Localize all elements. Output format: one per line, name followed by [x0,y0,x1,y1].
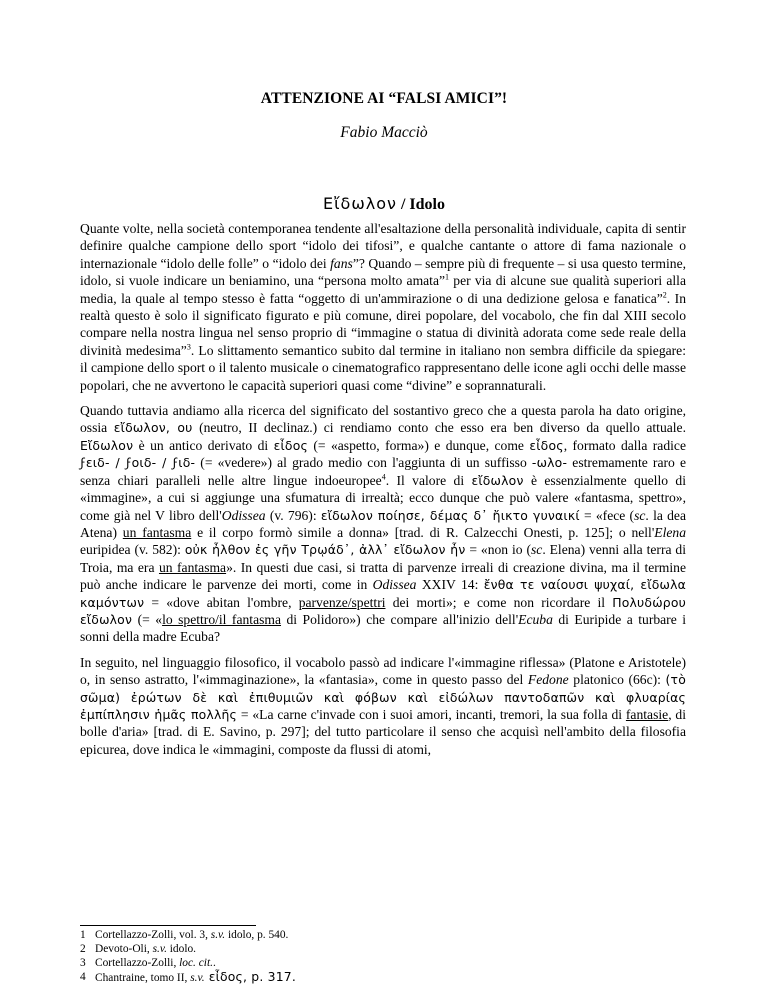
text-run: XXIV 14: [416,577,484,593]
text-run: = «non io ( [465,542,531,558]
underlined-term: fantasie [625,706,669,722]
italic-title: Odissea [372,577,417,593]
italic-abbrev: sc [531,542,543,558]
heading-latin: Idolo [409,196,445,213]
footnote-italic: loc. cit. [179,957,213,969]
footnote-ref-1[interactable]: 1 [445,272,450,282]
text-run: , di bolle d'aria» [trad. di E. Savino, p. 297]; del tutto particolare il senso che acquisì nell'ambito della filosofia epicurea, dove indica le «immagini, composte da flussi di atomi, [80,706,686,757]
greek-quote: ἔνθα τε ναίουσι ψυχαί, εἴδωλα καμόντων [80,577,686,610]
footnote-ref-2[interactable]: 2 [662,290,667,300]
text-run: . Il valore di [385,472,472,488]
italic-abbrev: sc [634,507,646,523]
footnote-number: 2 [80,943,86,955]
greek-suffix: -ωλο- [531,455,568,471]
text-run: In seguito, nel linguaggio filosofico, il vocabolo passò ad indicare l'«immagine riflessa» (Platone e Aristotele) o, in senso astratto, l'«immaginazione», la «fantasia», come in questo passo del [80,654,686,688]
footnote-item [80,942,296,956]
footnote-number: 4 [80,971,86,983]
text-run: (neutro, II declinaz.) ci rendiamo conto che esso era ben diverso da quello attuale. [192,420,686,436]
italic-title: Odissea [221,507,266,523]
text-run: per via di alcune sue qualità superiori alla media, la quale al tempo stesso è fatta “oggetto di un'ammirazione o di una dedizione gelosa e fanatica” [80,273,686,306]
text-run: = «dove abitan l'ombre, [144,594,299,610]
footnote-italic: s.v. [210,929,226,941]
text-run: (= «aspetto, forma») e dunque, come [307,437,530,453]
greek-quote: (τὸ σῶμα) ἐρώτων δὲ καὶ ἐπιθυμιῶν καὶ φόβων καὶ εἰδώλων παντοδαπῶν καὶ φλυαρίας ἐμπίπλησιν ἡμᾶς πολλῆς [80,672,686,722]
text-run: (= «vedere») al grado medio con l'aggiunta di un suffisso [195,455,532,471]
footnote-item [80,956,296,970]
text-run: dei morti»; e come non ricordare il [385,594,613,610]
italic-title: Elena [654,524,686,540]
footnote-text: Devoto-Oli, [95,943,153,955]
footnote-italic: s.v. [190,972,205,984]
paragraph-3 [80,654,686,758]
article-author: Fabio Macciò [340,124,428,141]
text-run: . Elena) venni alla terra di Troia, ma era [80,542,686,575]
text-run: euripidea (v. 582): [80,542,185,558]
text-run: estremamente raro e senza chiari paralleli nelle altre lingue indoeuropee [80,455,686,488]
greek-term: εἶδος [273,437,308,453]
paragraph-1 [80,220,686,394]
italic-title: Ecuba [518,611,553,627]
text-run: di Polidoro») che compare all'inizio dell' [281,611,519,627]
underlined-term: un fantasma [122,524,192,540]
text-run: ”? Quando – sempre più di frequente – si usa questo termine, idolo, si vuole indicare un beniamino, una “persona molto amata” [80,255,687,289]
italic-title: Fedone [527,672,569,688]
footnote-text: . [213,957,216,969]
footnote-text: Cortellazzo-Zolli, [95,957,180,969]
underlined-term: parvenze/spettri [298,594,386,610]
greek-term: εἴδωλον, ου [113,420,193,436]
text-run: = «La carne c'invade con i suoi amori, incanti, tremori, la sua folla di [237,706,626,722]
text-run: e il corpo formò simile a donna» [trad. di R. Calzecchi Onesti, p. 125]; o nell' [191,524,655,540]
text-run: . la dea Atena) [80,507,686,540]
footnote-item [80,970,296,985]
footnotes [80,928,296,985]
text-run: = «fece ( [579,507,635,523]
text-run: (= « [132,611,163,627]
greek-term: Εἴδωλον [80,437,134,453]
text-run: . In realtà questo è solo il significato figurato e più comune, direi popolare, del vocabolo, che fin dal XIII secolo compare nella nostra lingua nel senso proprio di “immagine o statua di divinità adorata come sede reale della divinità medesima” [80,290,687,358]
greek-quote: εἴδωλον ποίησε, δέμας δ᾽ ἤικτο γυναικί [320,507,580,523]
text-run: Quante volte, nella società contemporanea tendente all'esaltazione della personalità individuale, capita di sentir definire qualche campione dello sport “idolo dei tifosi”, e qualche cantante o attore di fama nazionale o internazionale “idolo delle folle” o “idolo dei [80,221,686,271]
text-run: (v. 796): [265,507,321,523]
section-heading [0,194,768,214]
text-run: Quando tuttavia andiamo alla ricerca del significato del sostantivo greco che a questa parola ha dato origine, ossia [80,403,686,436]
text-run: ». In questi due casi, si tratta di parvenze irreali di creazione divina, ma il termine può anche indicare le parvenze dei morti, come in [80,559,686,593]
text-run: di Euripide a turbare i sonni della madre Ecuba? [80,611,687,645]
article-title: ATTENZIONE AI “FALSI AMICI”! [260,90,508,107]
footnote-text: Chantraine, tomo II, [95,972,191,984]
footnote-number: 3 [80,957,86,969]
greek-root: ϝειδ- / ϝοιδ- / ϝιδ- [80,455,196,471]
underlined-term: un fantasma [158,559,227,575]
greek-term: εἴδωλον [471,472,524,488]
greek-quote: Πολυδώρου εἴδωλον [80,594,686,627]
footnote-text: εἶδος, p. 317. [204,969,297,984]
text-run: , formato dalla radice [563,437,686,453]
heading-greek: Εἴδωλον [323,194,397,213]
text-run: platonico (66c): [568,672,666,688]
footnote-ref-4[interactable]: 4 [381,472,386,482]
article-body [80,220,686,766]
footnote-item [80,928,296,942]
footnote-number: 1 [80,929,86,941]
heading-separator: / [396,196,410,213]
footnote-italic: s.v. [152,943,167,955]
footnote-divider [80,925,256,926]
footnote-ref-3[interactable]: 3 [186,342,191,352]
footnote-text: Cortellazzo-Zolli, vol. 3, [95,929,211,941]
greek-quote: οὐκ ἦλθον ἐς γῆν Τρῳάδ᾽, ἀλλ᾽ εἴδωλον ἦν [184,542,466,558]
paragraph-2 [80,402,686,646]
italic-term: fans [330,255,353,271]
text-run: . Lo slittamento semantico subito dal termine in italiano non sembra difficile da spiegare: il campione dello sport o il talento musicale o cinematografico rappresentano delle icone agli occhi delle masse popolari, che ne avvertono le capacità superiori quasi come “divine” e soprannaturali. [80,342,686,393]
footnote-text: idolo, p. 540. [225,929,289,941]
greek-term: εἶδος [529,437,564,453]
text-run: è un antico derivato di [133,437,274,453]
text-run: è essenzialmente quello di «immagine», a cui si aggiunge una sfumatura di irrealtà; ecco dunque che può valere «fantasma, spettro», come già nel V libro dell' [80,472,686,523]
underlined-term: lo spettro/il fantasma [162,611,282,627]
footnote-text: idolo. [166,943,197,955]
